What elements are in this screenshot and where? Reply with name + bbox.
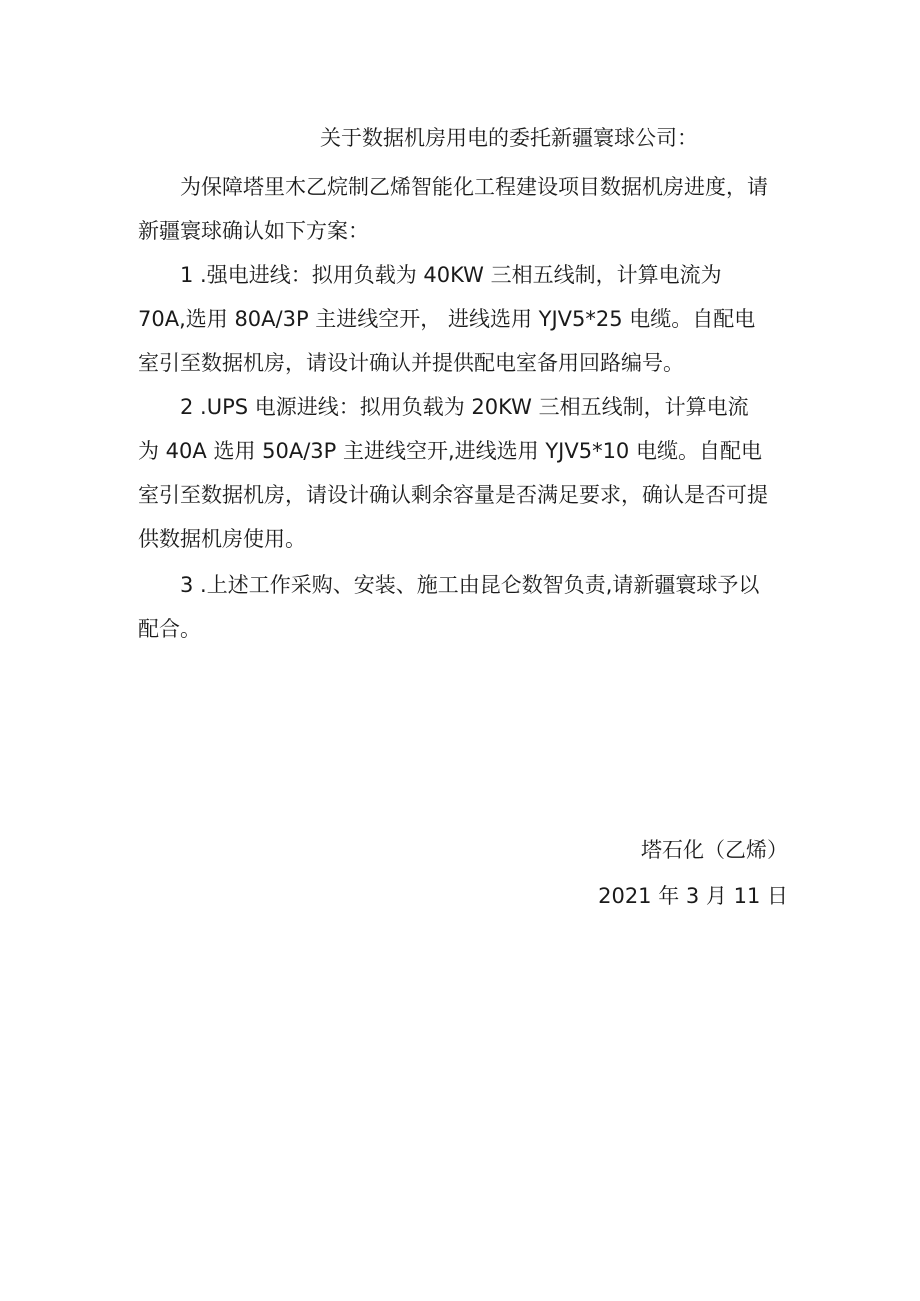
item-2-line-3: 室引至数据机房，请设计确认剩余容量是否满足要求，确认是否可提: [138, 483, 768, 507]
item-1-line-3: 室引至数据机房，请设计确认并提供配电室备用回路编号。: [138, 351, 684, 375]
intro-line-2: 新疆寰球确认如下方案：: [138, 219, 369, 243]
intro-line-1: 为保障塔里木乙烷制乙烯智能化工程建设项目数据机房进度，请: [180, 175, 768, 199]
signature-date: 2021 年 3 月 11 日: [598, 884, 788, 908]
document-title: 关于数据机房用电的委托新疆寰球公司：: [320, 126, 698, 150]
item-1-line-2: 70A,选用 80A/3P 主进线空开， 进线选用 YJV5*25 电缆。自配电: [138, 307, 756, 331]
item-2-line-4: 供数据机房使用。: [138, 527, 306, 551]
item-3-line-2: 配合。: [138, 617, 201, 641]
item-2-line-1: 2 .UPS 电源进线：拟用负载为 20KW 三相五线制，计算电流: [180, 395, 749, 419]
item-3-line-1: 3 .上述工作采购、安装、施工由昆仑数智负责,请新疆寰球予以: [180, 573, 760, 597]
item-1-line-1: 1 .强电进线：拟用负载为 40KW 三相五线制，计算电流为: [180, 263, 722, 287]
item-2-line-2: 为 40A 选用 50A/3P 主进线空开,进线选用 YJV5*10 电缆。自配电: [138, 439, 762, 463]
signature-org: 塔石化（乙烯）: [641, 838, 788, 862]
